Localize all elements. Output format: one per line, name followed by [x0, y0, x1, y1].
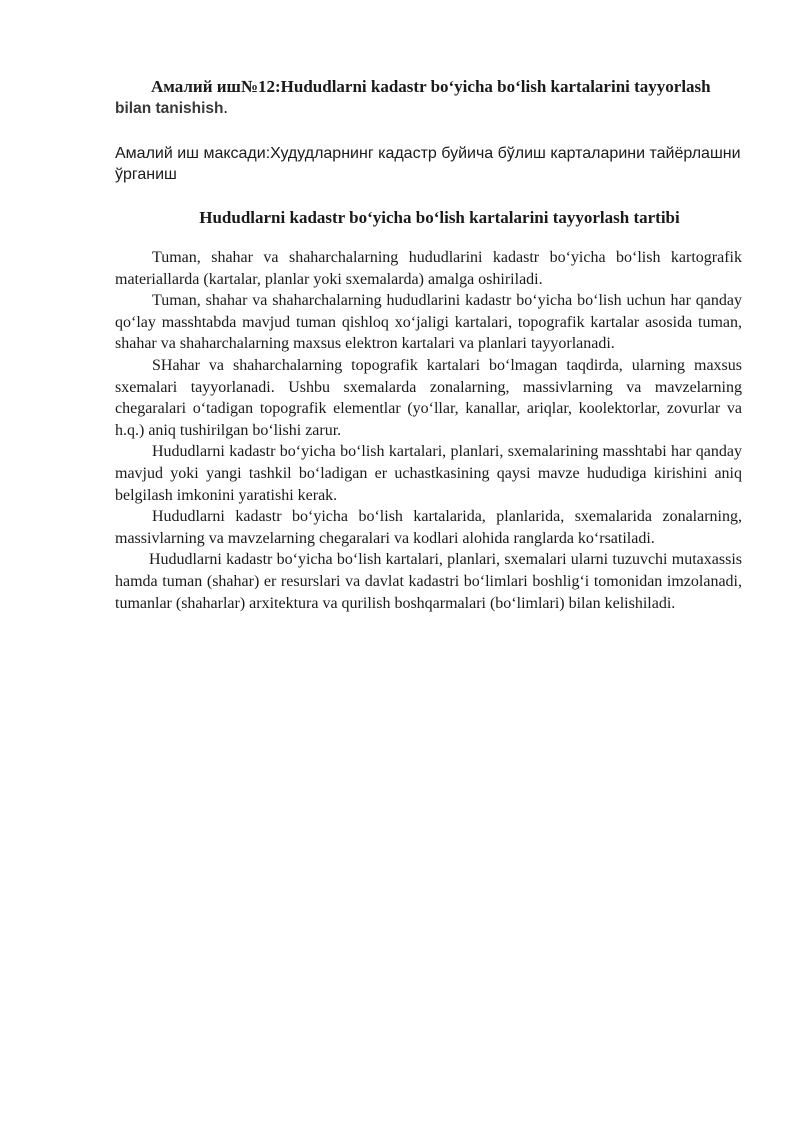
paragraph: Hududlarni kadastr bo‘yicha bo‘lish kartalari, planlari, sxemalarining masshtabi har qanday mavjud yoki yangi tashkil bo‘ladigan er uchastkasining qaysi mavze hududiga kirishini aniq belgilash imkonini yaratishi kerak.: [115, 443, 742, 504]
title-main: Амалий иш№12:Hududlarni kadastr bo‘yicha bo‘lish kartalarini tayyorlash: [151, 77, 711, 96]
work-purpose: Амалий иш максади:Худудларнинг кадастр буйича бўлиш карталарини тайёрлашни ўрганиш: [115, 145, 741, 183]
document-page: [115, 76, 742, 614]
title-tail: bilan tanishish: [115, 100, 224, 117]
paragraph: Hududlarni kadastr bo‘yicha bo‘lish kartalari, planlari, sxemalari ularni tuzuvchi mutaxassis hamda tuman (shahar) er resurslari va davlat kadastri bo‘limlari boshlig‘i tomonidan imzolanadi, tumanlar (shaharlar) arxitektura va qurilish boshqarmalari (bo‘limlari) bilan kelishiladi.: [115, 551, 742, 612]
document-title: [115, 76, 742, 119]
paragraph: Hududlarni kadastr bo‘yicha bo‘lish kartalarida, planlarida, sxemalarida zonalarning, massivlarning va mavzelarning chegaralari va kodlari alohida ranglarda ko‘rsatiladi.: [115, 508, 742, 547]
paragraph: Tuman, shahar va shaharchalarning hududlarini kadastr bo‘yicha bo‘lish uchun har qanday qo‘lay masshtabda mavjud tuman qishloq xo‘jaligi kartalari, topografik kartalar asosida tuman, shahar va shaharchalarning maxsus elektron kartalari va planlari tayyorlanadi.: [115, 292, 742, 353]
section-heading: Hududlarni kadastr bo‘yicha bo‘lish kartalarini tayyorlash tartibi: [199, 208, 680, 227]
title-dot: .: [223, 98, 228, 117]
body-text: [115, 247, 742, 614]
paragraph: SHahar va shaharchalarning topografik kartalari bo‘lmagan taqdirda, ularning maxsus sxemalari tayyorlanadi. Ushbu sxemalarda zonalarning, massivlarning va mavzelarning chegaralari o‘tadigan topografik elementlar (yo‘llar, kanallar, ariqlar, koolektorlar, zovurlar va h.q.) aniq tushirilgan bo‘lishi zarur.: [115, 356, 742, 439]
paragraph: Tuman, shahar va shaharchalarning hududlarini kadastr bo‘yicha bo‘lish kartografik materiallarda (kartalar, planlar yoki sxemalarda) amalga oshiriladi.: [115, 249, 742, 288]
